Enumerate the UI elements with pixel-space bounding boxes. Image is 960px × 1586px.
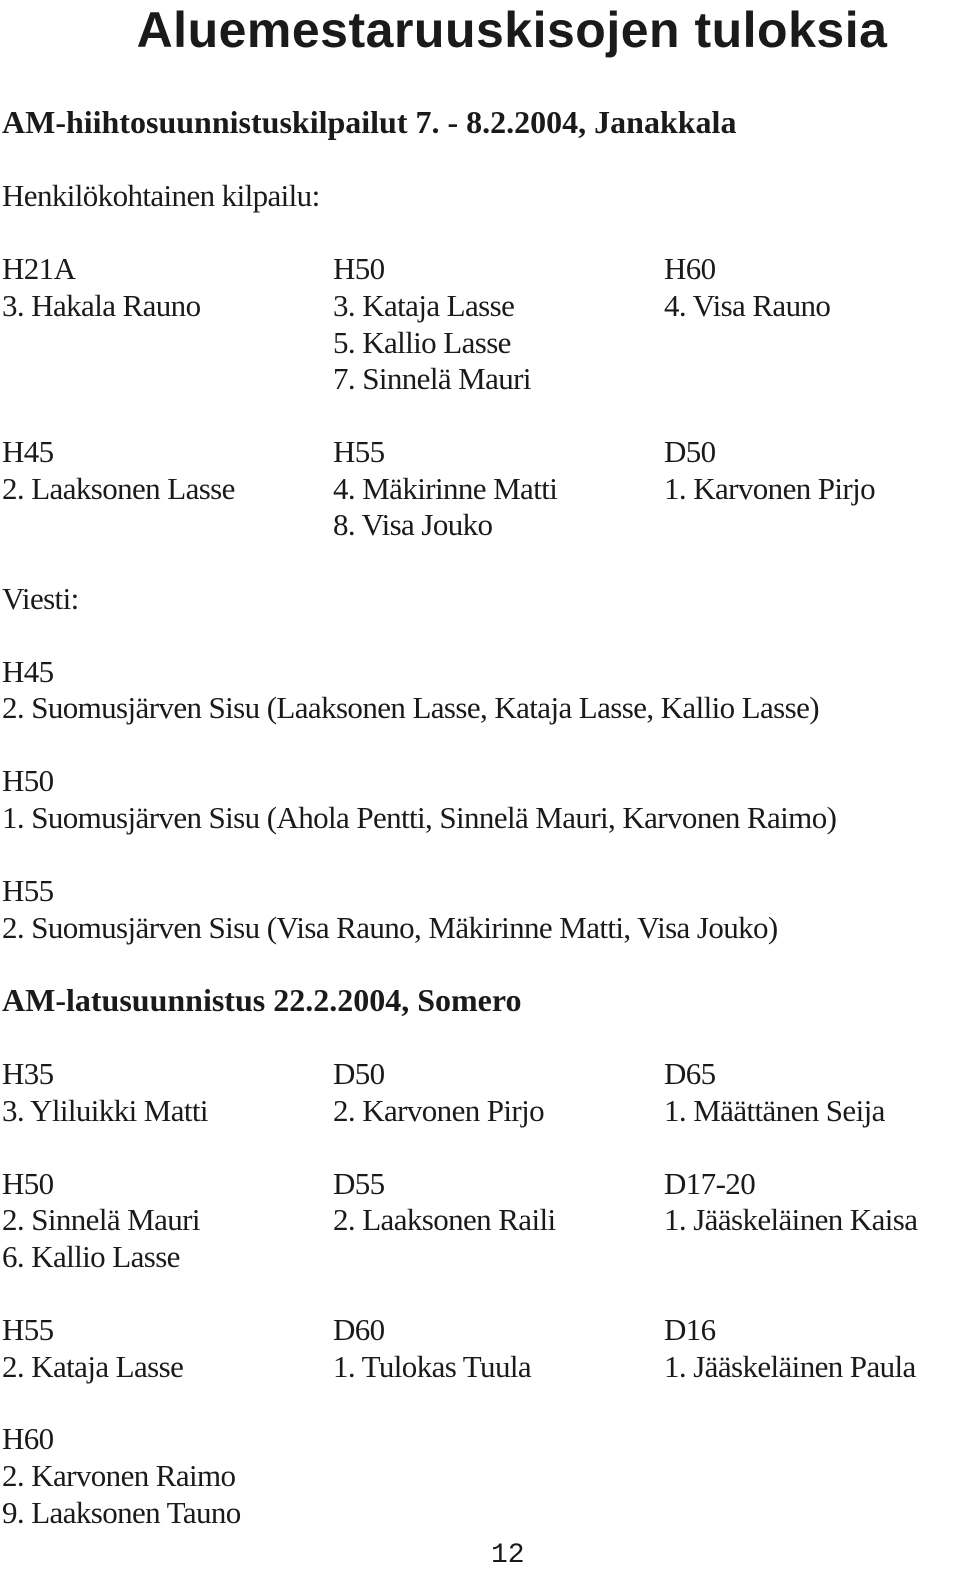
class-label-d50: D50 (664, 434, 716, 469)
class-label-h55: H55 (2, 1312, 54, 1347)
page-number: 12 (491, 1540, 525, 1571)
class-label-d60: D60 (333, 1312, 385, 1347)
competition-heading-somero: AM-latusuunnistus 22.2.2004, Somero (2, 982, 522, 1018)
relay-class-label-h55: H55 (2, 873, 54, 908)
result-entry: 3. Hakala Rauno (2, 288, 201, 323)
class-label-d55: D55 (333, 1166, 385, 1201)
page-title: Aluemestaruuskisojen tuloksia (136, 2, 888, 58)
class-label-d50: D50 (333, 1056, 385, 1091)
class-label-h60: H60 (664, 251, 716, 286)
result-entry: 6. Kallio Lasse (2, 1239, 180, 1274)
relay-result: 1. Suomusjärven Sisu (Ahola Pentti, Sinnelä Mauri, Karvonen Raimo) (2, 800, 837, 835)
class-label-d65: D65 (664, 1056, 716, 1091)
result-entry: 1. Jääskeläinen Kaisa (664, 1202, 918, 1237)
relay-result: 2. Suomusjärven Sisu (Laaksonen Lasse, Kataja Lasse, Kallio Lasse) (2, 690, 819, 725)
result-entry: 8. Visa Jouko (333, 507, 493, 542)
result-entry: 4. Visa Rauno (664, 288, 831, 323)
class-label-h55: H55 (333, 434, 385, 469)
result-entry: 3. Yliluikki Matti (2, 1093, 208, 1128)
class-label-d16: D16 (664, 1312, 716, 1347)
result-entry: 1. Jääskeläinen Paula (664, 1349, 916, 1384)
class-label-h60: H60 (2, 1421, 54, 1456)
individual-section-label: Henkilökohtainen kilpailu: (2, 178, 320, 213)
class-label-h21a: H21A (2, 251, 76, 286)
result-entry: 4. Mäkirinne Matti (333, 471, 558, 506)
result-entry: 1. Karvonen Pirjo (664, 471, 876, 506)
result-entry: 2. Karvonen Pirjo (333, 1093, 545, 1128)
relay-class-label-h50: H50 (2, 763, 54, 798)
result-entry: 1. Määttänen Seija (664, 1093, 885, 1128)
relay-class-label-h45: H45 (2, 654, 54, 689)
result-entry: 2. Laaksonen Raili (333, 1202, 556, 1237)
relay-result: 2. Suomusjärven Sisu (Visa Rauno, Mäkirinne Matti, Visa Jouko) (2, 910, 778, 945)
result-entry: 3. Kataja Lasse (333, 288, 515, 323)
class-label-h50: H50 (333, 251, 385, 286)
result-entry: 2. Kataja Lasse (2, 1349, 184, 1384)
result-entry: 2. Karvonen Raimo (2, 1458, 236, 1493)
result-entry: 5. Kallio Lasse (333, 325, 511, 360)
result-entry: 2. Laaksonen Lasse (2, 471, 235, 506)
class-label-h50: H50 (2, 1166, 54, 1201)
result-entry: 2. Sinnelä Mauri (2, 1202, 200, 1237)
class-label-h45: H45 (2, 434, 54, 469)
result-entry: 9. Laaksonen Tauno (2, 1495, 241, 1530)
competition-heading-janakkala: AM-hiihtosuunnistuskilpailut 7. - 8.2.2004, Janakkala (2, 104, 737, 140)
result-entry: 7. Sinnelä Mauri (333, 361, 531, 396)
class-label-d17-20: D17-20 (664, 1166, 756, 1201)
class-label-h35: H35 (2, 1056, 54, 1091)
result-entry: 1. Tulokas Tuula (333, 1349, 532, 1384)
relay-section-label: Viesti: (2, 581, 79, 616)
